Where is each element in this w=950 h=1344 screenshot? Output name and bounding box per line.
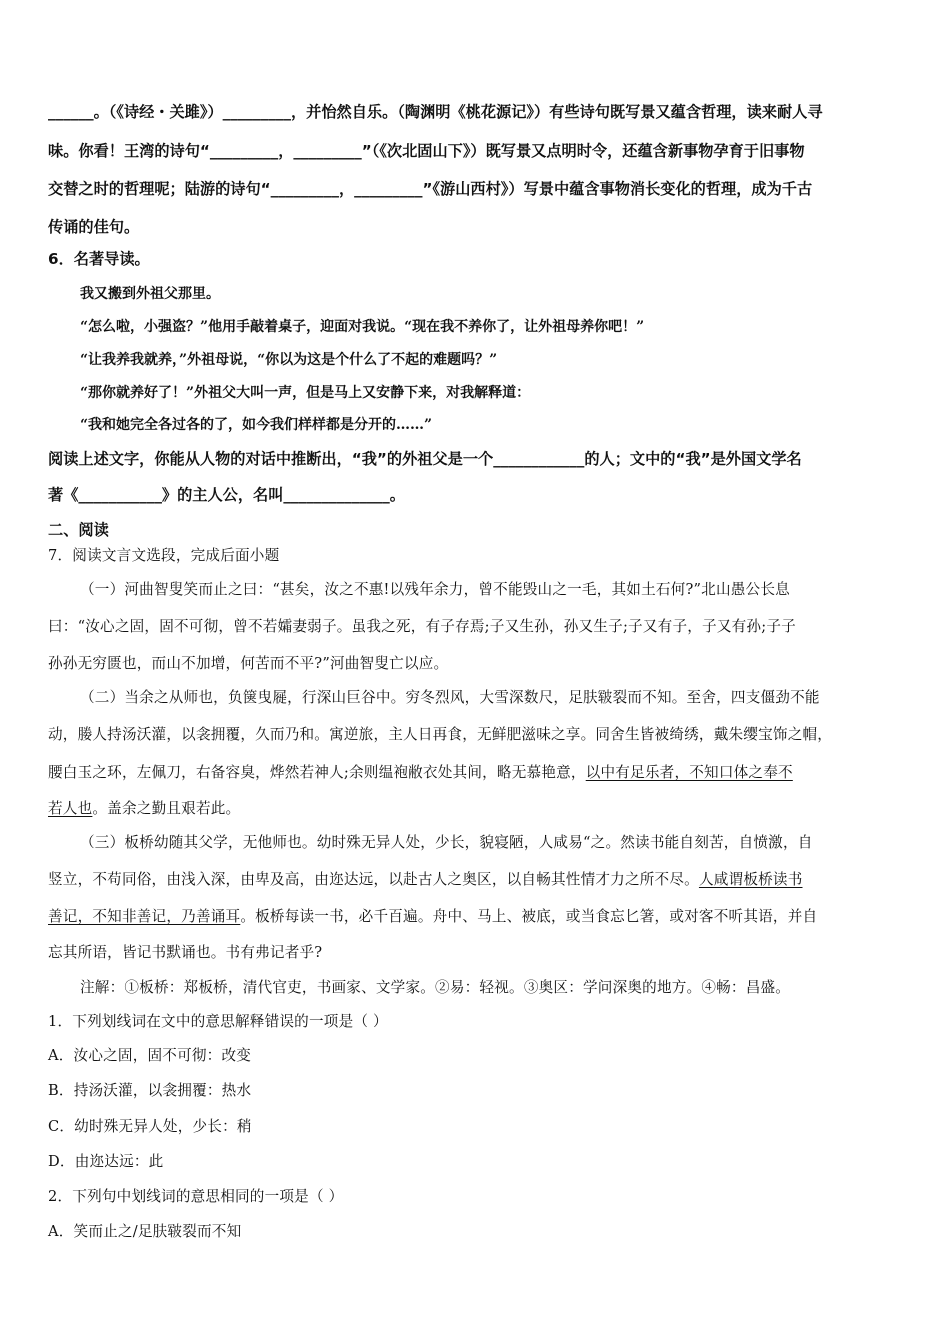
q7-title: 7．阅读文言文选段，完成后面小题	[48, 547, 280, 564]
para3-line-3-text: 。板桥每读一书，必千百遍。舟中、马上、被底，或当食忘匕箸，或对客不听其语，并自	[240, 908, 818, 925]
sub-q2-option-a: A．笑而止之/足肤皲裂而不知	[48, 1223, 242, 1240]
q6-quote-3: “让我养我就养，”外祖母说，“你以为这是个什么了不起的难题吗？”	[80, 352, 498, 368]
para2-underlined-a: 以中有足乐者，不知口体之奉不	[585, 764, 793, 781]
para3-line-4: 忘其所语，皆记书默诵也。书有弗记者乎?	[48, 944, 323, 961]
para3-underlined-b: 善记，不知非善记，乃善诵耳	[48, 908, 241, 925]
poem-line-3: 交替之时的哲理呢；陆游的诗句“_________，_________”《游山西村》）写景中蕴含事物消长变化的哲理，成为千古	[48, 180, 813, 198]
para2-line-1: （二）当余之从师也，负箧曳屣，行深山巨谷中。穷冬烈风，大雪深数尺，足肤皲裂而不知。至舍，四支僵劲不能	[80, 689, 820, 706]
para1-line-3: 孙孙无穷匮也，而山不加增，何苦而不平?”河曲智叟亡以应。	[48, 655, 449, 672]
q6-quote-1: 我又搬到外祖父那里。	[80, 286, 220, 302]
sub-q1-option-a: A．汝心之固，固不可彻：改变	[48, 1047, 252, 1064]
q6-quote-4: “那你就养好了！”外祖父大叫一声，但是马上又安静下来，对我解释道：	[80, 385, 531, 401]
sub-q1-option-b: B．持汤沃灌，以衾拥覆：热水	[48, 1082, 252, 1099]
para2-line-2: 动，媵人持汤沃灌，以衾拥覆，久而乃和。寓逆旅，主人日再食，无鲜肥滋味之享。同舍生皆被绮绣，戴朱缨宝饰之帽，	[48, 726, 833, 743]
sub-q2-stem: 2．下列句中划线词的意思相同的一项是（ ）	[48, 1188, 344, 1205]
q6-task-line-1: 阅读上述文字，你能从人物的对话中推断出，“我”的外祖父是一个____________的人；文中的“我”是外国文学名	[48, 450, 802, 468]
section-heading: 二、阅读	[48, 521, 109, 539]
para2-line-3	[48, 761, 793, 782]
para3-line-1: （三）板桥幼随其父学，无他师也。幼时殊无异人处，少长，貌寝陋，人咸易“之。然读书能自刻苦，自愤激，自	[80, 834, 813, 851]
para3-line-2-text: 竖立，不苟同俗，由浅入深，由卑及高，由迩达远，以赴古人之奥区，以自畅其性情才力之所不尽。	[48, 871, 699, 888]
sub-q1-option-d: D．由迩达远：此	[48, 1153, 164, 1170]
para2-line-4	[48, 797, 240, 818]
poem-line-4: 传诵的佳句。	[48, 218, 140, 236]
para3-underlined-a: 人咸谓板桥读书	[698, 871, 803, 888]
para3-line-2	[48, 868, 803, 889]
sub-q1-option-c: C．幼时殊无异人处，少长：稍	[48, 1118, 252, 1135]
para3-line-3	[48, 905, 817, 926]
note: 注解：①板桥：郑板桥，清代官吏，书画家、文学家。②易：轻视。③奥区：学问深奥的地方。④畅：昌盛。	[80, 979, 791, 996]
poem-line-2: 味。你看！王湾的诗句“_________，_________”（《次北固山下》）既写景又点明时令，还蕴含新事物孕育于旧事物	[48, 142, 805, 160]
para2-underlined-b: 若人也	[48, 800, 93, 817]
para1-line-1: （一）河曲智叟笑而止之曰：“甚矣，汝之不惠!以残年余力，曾不能毁山之一毛，其如土石何?”北山愚公长息	[80, 581, 790, 598]
para2-line-4-text: 。盖余之勤且艰若此。	[92, 800, 241, 817]
para1-line-2: 曰：“汝心之固，固不可彻，曾不若孀妻弱子。虽我之死，有子存焉;子又生孙，孙又生子;子又有子，子又有孙;子子	[48, 618, 796, 635]
para2-line-3-text: 腰白玉之环，左佩刀，右备容臭，烨然若神人;余则缊袍敝衣处其间，略无慕艳意，	[48, 764, 586, 781]
poem-line-1: ______。（《诗经・关雎》）_________，并怡然自乐。（陶渊明《桃花源记》）有些诗句既写景又蕴含哲理，读来耐人寻	[48, 103, 823, 121]
q6-quote-2: “怎么啦，小强盗？”他用手敲着桌子，迎面对我说。“现在我不养你了，让外祖母养你吧！”	[80, 319, 645, 335]
sub-q1-stem: 1．下列划线词在文中的意思解释错误的一项是（ ）	[48, 1013, 388, 1030]
q6-quote-5: “我和她完全各过各的了，如今我们样样都是分开的……”	[80, 417, 433, 433]
q6-title: 6．名著导读。	[48, 250, 150, 268]
q6-task-line-2: 著《___________》的主人公，名叫______________。	[48, 486, 405, 504]
